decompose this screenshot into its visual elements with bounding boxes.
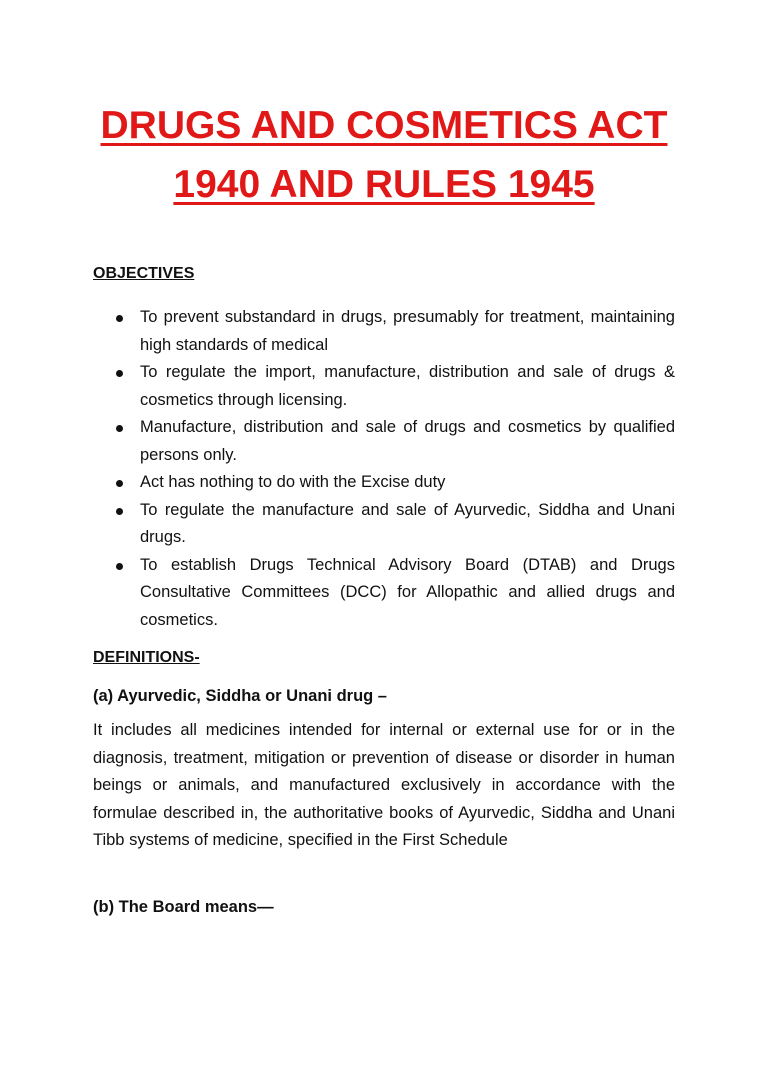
definition-b-title: (b) The Board means— [93, 898, 274, 916]
list-item [115, 497, 675, 552]
document-title-line-2-text: 1940 AND RULES 1945 [173, 163, 595, 206]
bullet-icon [116, 425, 123, 432]
list-item-text: Manufacture, distribution and sale of drugs and cosmetics by qualified persons only. [140, 418, 675, 464]
list-item-text: To establish Drugs Technical Advisory Board (DTAB) and Drugs Consultative Committees (DCC) for Allopathic and allied drugs and cosmetics. [140, 555, 675, 629]
bullet-icon [116, 370, 123, 377]
list-item [115, 304, 675, 359]
list-item [115, 469, 675, 497]
list-item [115, 359, 675, 414]
objectives-heading: OBJECTIVES [93, 265, 195, 282]
list-item [115, 414, 675, 469]
bullet-icon [116, 563, 123, 570]
list-item-text: To regulate the manufacture and sale of Ayurvedic, Siddha and Unani drugs. [140, 500, 675, 546]
definition-a-text: It includes all medicines intended for internal or external use for or in the diagnosis, treatment, mitigation or prevention of disease or disorder in human beings or animals, and manufactured exclusively in accordance with the formulae described in, the authoritative books of Ayurvedic, Siddha and Unani Tibb systems of medicine, specified in the First Schedule [93, 721, 675, 849]
bullet-icon [116, 480, 123, 487]
list-item-text: To regulate the import, manufacture, distribution and sale of drugs & cosmetics through licensing. [140, 363, 675, 409]
list-item-text: To prevent substandard in drugs, presumably for treatment, maintaining high standards of medical [140, 308, 675, 354]
document-title-line-2 [60, 162, 708, 208]
definitions-heading: DEFINITIONS- [93, 649, 200, 666]
bullet-icon [116, 508, 123, 515]
definition-a-title: (a) Ayurvedic, Siddha or Unani drug – [93, 687, 387, 705]
objectives-list [115, 304, 675, 634]
list-item [115, 552, 675, 635]
document-title-line-1-text: DRUGS AND COSMETICS ACT [100, 104, 668, 147]
bullet-icon [116, 315, 123, 322]
list-item-text: Act has nothing to do with the Excise duty [140, 473, 446, 491]
document-title-line-1 [60, 103, 708, 149]
